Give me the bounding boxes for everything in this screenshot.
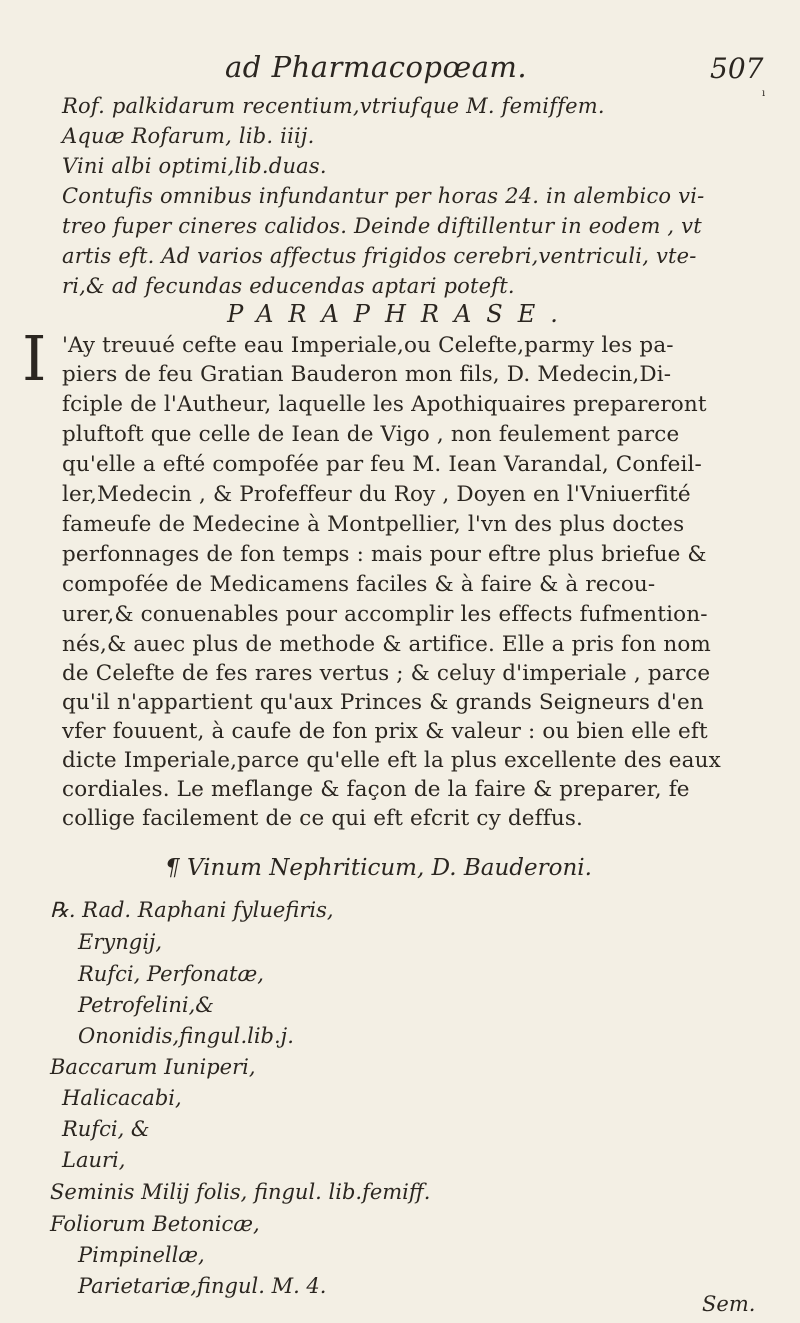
ingredient-line: Halicacabi,	[62, 1086, 182, 1110]
paragraph-line: fameufe de Medecine à Montpellier, l'vn des plus doctes	[62, 512, 685, 537]
latin-line: Aquæ Rofarum, lib. iiij.	[62, 124, 315, 148]
paragraph-line: de Celefte de fes rares vertus ; & celuy d'imperiale , parce	[62, 661, 711, 686]
drop-cap: I	[22, 322, 47, 395]
paragraph-line: nés,& auec plus de methode & artifice. Elle a pris fon nom	[62, 632, 711, 657]
section-heading: PARAPHRASE.	[227, 300, 573, 328]
ingredient-line: Seminis Milij folis, fingul. lib.femiff.	[50, 1180, 431, 1204]
paragraph-line: vfer fouuent, à caufe de fon prix & valeur : ou bien elle eft	[62, 719, 708, 744]
paragraph-line: qu'elle a efté compofée par feu M. Iean Varandal, Confeil-	[62, 452, 702, 477]
paragraph-line: urer,& conuenables pour accomplir les effects fufmention-	[62, 602, 708, 627]
paragraph-line: 'Ay treuué cefte eau Imperiale,ou Celefte,parmy les pa-	[62, 333, 674, 358]
paragraph-line: piers de feu Gratian Bauderon mon fils, D. Medecin,Di-	[62, 362, 672, 387]
paragraph-line: collige facilement de ce qui eft efcrit cy deffus.	[62, 806, 584, 831]
latin-line: artis eft. Ad varios affectus frigidos cerebri,ventriculi, vte-	[62, 244, 697, 268]
ingredient-line: Petrofelini,&	[78, 993, 214, 1017]
catchword: Sem.	[702, 1292, 756, 1316]
ingredient-line: Foliorum Betonicæ,	[50, 1212, 260, 1236]
ingredient-line: Baccarum Iuniperi,	[50, 1055, 256, 1079]
printer-mark: ı	[762, 88, 766, 99]
ingredient-line: ℞. Rad. Raphani fyluefiris,	[50, 898, 334, 922]
paragraph-line: ler,Medecin , & Profeffeur du Roy , Doyen en l'Vniuerfité	[62, 482, 691, 507]
paragraph-line: compofée de Medicamens faciles & à faire & à recou-	[62, 572, 656, 597]
ingredient-line: Pimpinellæ,	[78, 1243, 205, 1267]
ingredient-line: Parietariæ,fingul. M. 4.	[78, 1274, 327, 1298]
latin-line: Rof. palkidarum recentium,vtriufque M. femiffem.	[62, 94, 605, 118]
latin-line: ri,& ad fecundas educendas aptari poteft.	[62, 274, 515, 298]
running-title: ad Pharmacopœam.	[225, 50, 528, 84]
latin-line: Contufis omnibus infundantur per horas 24. in alembico vi-	[62, 184, 705, 208]
paragraph-line: qu'il n'appartient qu'aux Princes & grands Seigneurs d'en	[62, 690, 704, 715]
latin-line: treo fuper cineres calidos. Deinde diftillentur in eodem , vt	[62, 214, 702, 238]
ingredient-line: Rufci, Perfonatæ,	[78, 962, 264, 986]
paragraph-line: perfonnages de fon temps : mais pour eftre plus briefue &	[62, 542, 707, 567]
paragraph-line: fciple de l'Autheur, laquelle les Apothiquaires prepareront	[62, 392, 707, 417]
ingredient-line: Ononidis,fingul.lib.j.	[78, 1024, 294, 1048]
ingredient-line: Eryngij,	[78, 930, 163, 954]
ingredient-line: Rufci, &	[62, 1117, 150, 1141]
paragraph-line: dicte Imperiale,parce qu'elle eft la plus excellente des eaux	[62, 748, 721, 773]
page-header	[0, 50, 800, 99]
paragraph-line: pluftoft que celle de Iean de Vigo , non feulement parce	[62, 422, 680, 447]
latin-line: Vini albi optimi,lib.duas.	[62, 154, 327, 178]
ingredient-line: Lauri,	[62, 1148, 126, 1172]
recipe-title: ¶ Vinum Nephriticum, D. Bauderoni.	[165, 855, 592, 881]
page-number: 507	[710, 52, 764, 85]
paragraph-line: cordiales. Le meflange & façon de la faire & preparer, fe	[62, 777, 690, 802]
